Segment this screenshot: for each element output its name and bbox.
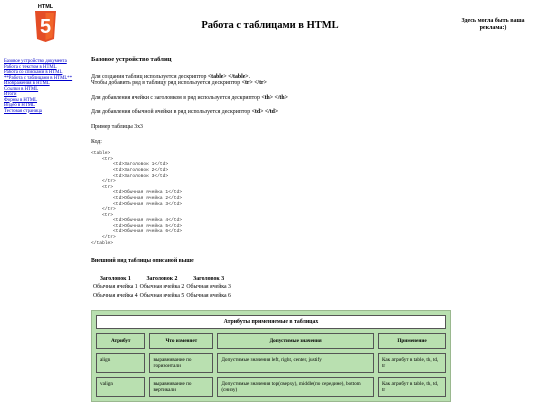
paragraph-td-tag [91,109,531,116]
paragraph-table-tag [91,74,531,87]
table-header-cell: Применение [378,333,446,349]
page-title: Работа с таблицами в HTML [201,20,339,31]
ad-banner: Здесь могла быть ваша реклама:) [461,18,525,31]
nav-link-document[interactable]: Базовое устройство документа [4,59,67,64]
table-row [96,315,446,329]
nav-link-test[interactable]: Тестовая страница [4,108,42,114]
table-cell: Обычная ячейка 3 [186,284,231,291]
table-row [93,276,231,283]
table-cell: Обычная ячейка 6 [186,293,231,300]
p1-tag: <table> </table> [207,73,249,80]
p1-text: Для создания таблиц используется дескриптор [91,73,208,80]
nav-link-images[interactable]: Изображения в HTML [4,81,50,86]
section-heading: Базовое устройство таблиц [91,56,172,63]
paragraph-code-label: Код: [91,138,102,145]
table-header-cell: Заголовок 3 [193,275,225,282]
table-cell: Обычная ячейка 4 [93,293,138,300]
table-header-cell: Допустимые значения [217,333,374,349]
p2-tag: <th> </th> [261,94,288,101]
nav-link-forms[interactable]: Формы в HTML [4,97,38,103]
table-cell: выравнивание по вертикали [149,377,213,397]
table-cell: Обычная ячейка 1 [93,284,138,291]
nav-link-text[interactable]: Работа с текстом в HTML [4,64,57,70]
logo-digit: 5 [39,16,52,38]
nav-link-lists[interactable]: Работа со списками в HTML [4,70,63,75]
table-row [96,377,446,397]
main-content [91,57,531,402]
nav-link-tables[interactable]: **Работа с таблицами в HTML** [4,75,73,81]
paragraph-example: Пример таблицы 3x3 [91,123,143,130]
p1-end: . [248,73,251,80]
table-cell: Как атрибут в table, th, td, tr [378,377,446,397]
table-row [93,293,231,300]
view-heading: Внешний вид таблицы описаной выше [91,258,194,265]
p3-tag: <td> </td> [251,109,279,116]
table-cell: valign [96,377,145,397]
table-row [96,333,446,349]
p1b-tag: <tr> </tr> [241,80,267,87]
table-cell: Как атрибут в table, th, td, tr [378,353,446,373]
table-header-cell: Что изменяет [149,333,213,349]
sidebar-nav [4,59,84,114]
table-cell: Обычная ячейка 5 [139,293,185,300]
attributes-table [91,310,451,402]
logo-text: HTML [37,4,54,10]
table-row [93,284,231,291]
nav-link-links[interactable]: Ссылки в HTML [4,86,39,92]
paragraph-th-tag [91,95,531,102]
attributes-table-title: Атрибуты применяемые в таблицах [96,315,446,329]
p3-text: Для добавления обычной ячейки в ряд используется дескриптор [91,109,252,116]
table-cell: выравнивание по горизонтали [149,353,213,373]
table-header-cell: Заголовок 2 [146,275,178,282]
p1b-text: Чтобы добавить ряд в таблицу ряд используется дескриптор [91,80,242,87]
table-cell: Допустимые значения top(сверху), middle(по середине), bottom (снизу) [217,377,374,397]
nav-link-video[interactable]: Видео в HTML [4,103,35,108]
table-header-cell: Атрибут [96,333,145,349]
table-cell: Допустимые значения left, right, center, justify [217,353,374,373]
html5-logo-icon [33,3,58,44]
table-header-cell: Заголовок 1 [99,275,131,282]
code-block: <table> <tr> <td>Заголовок 1</td> <td>Заголовок 2</td> <td>Заголовок 3</td> </tr> <tr> <td>Обычная ячейка 1</td> <td>Обычная ячейка 2</td> <td>Обычная ячейка 3</td> </tr> <tr> <td>Обычная ячейка 4</td> <td>Обычная ячейка 5</td> <td>Обычная ячейка 6</td> </tr> </table> [91,151,182,246]
demo-table [91,274,233,302]
nav-link-summary[interactable]: Итоги [4,92,17,97]
table-cell: align [96,353,145,373]
table-row [96,353,446,373]
table-cell: Обычная ячейка 2 [139,284,185,291]
p2-text: Для добавления ячейки с заголовком в ряд используется дескриптор [91,94,262,101]
